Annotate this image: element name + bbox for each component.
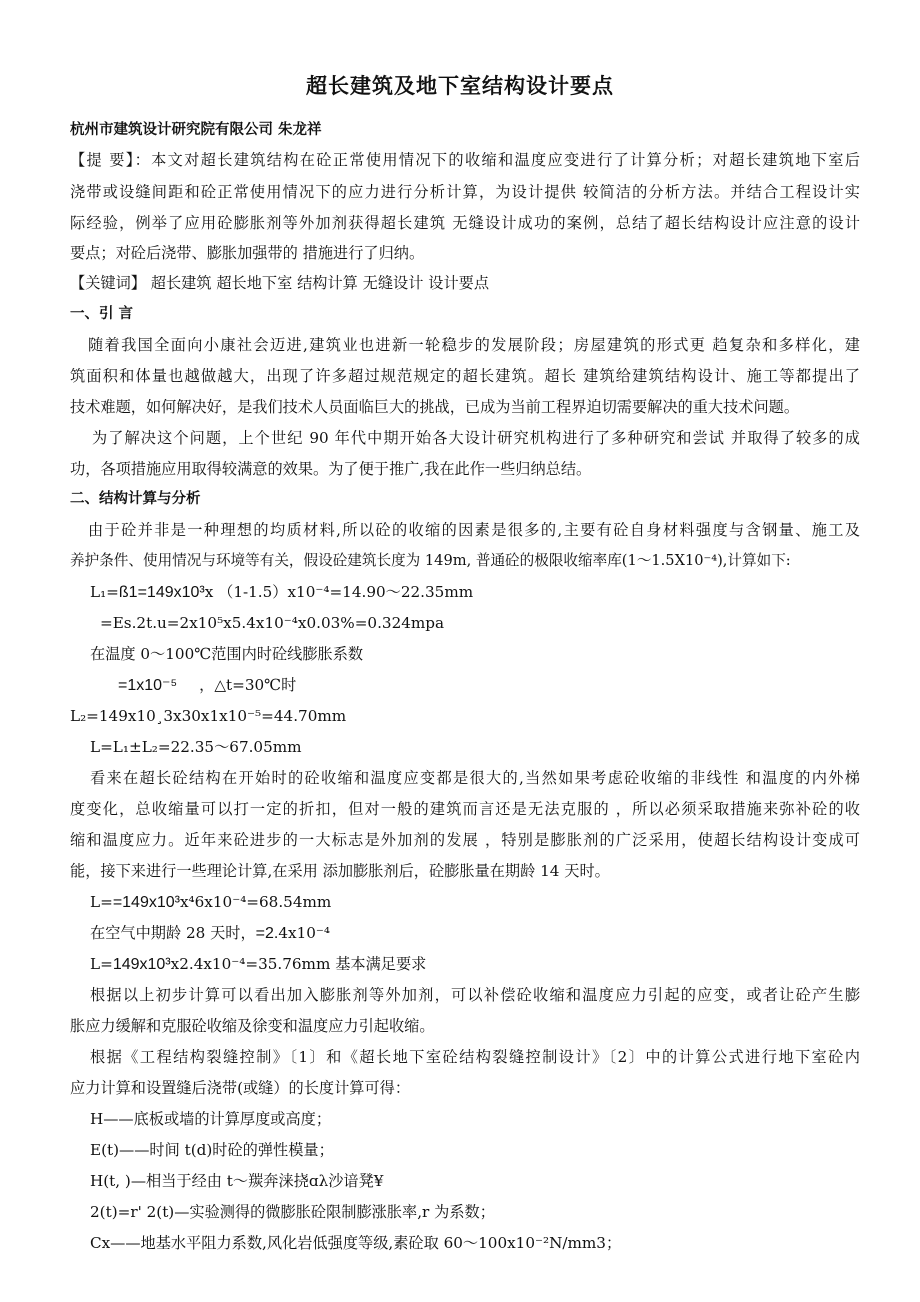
abstract-line: 浇带或设缝间距和砼正常使用情况下的应力进行分析计算，为设计提供 较简洁的分析方法。并结合工程设计实 [70,183,860,201]
formula-line: L=L₁±L₂=22.35～67.05mm [90,738,302,756]
paragraph-line: 随着我国全面向小康社会迈进,建筑业也进新一轮稳步的发展阶段；房屋建筑的形式更 趋复杂和多样化，建 [88,336,860,354]
formula-text: =149x10³ [112,894,180,911]
formula-line [90,954,880,975]
paragraph-line: 根据《工程结构裂缝控制》〔1〕和《超长地下室砼结构裂缝控制设计》〔2〕中的计算公式进行地下室砼内 [90,1048,860,1066]
paragraph-line: 功，各项措施应用取得较满意的效果。为了便于推广,我在此作一些归纳总结。 [70,460,592,478]
formula-text: 在空气中期龄 28 天时， [90,924,256,942]
formula-line: =Es.2t.u=2x10⁵x5.4x10⁻⁴x0.03%=0.324mpa [100,614,445,632]
abstract-line: 【提 要】：本文对超长建筑结构在砼正常使用情况下的收缩和温度应变进行了计算分析；对超长建筑地下室后 [70,151,860,169]
author-line: 杭州市建筑设计研究院有限公司 朱龙祥 [70,122,322,138]
formula-text: =1x10⁻⁵ [118,677,178,694]
formula-line [90,892,880,913]
abstract-line: 要点；对砼后浇带、膨胀加强带的 措施进行了归纳。 [70,244,425,262]
definition-line: H——底板或墙的计算厚度或高度； [90,1110,332,1128]
paragraph-line: 由于砼并非是一种理想的均质材料,所以砼的收缩的因素是很多的,主要有砼自身材料强度与含钢量、施工及 [88,521,860,539]
formula-text: =2. [255,925,279,942]
definition-line: H(t, )—相当于经由 t～羰奔涞挠ɑλ沙谙凳¥ [90,1172,384,1190]
paragraph-line: 技术难题，如何解决好，是我们技术人员面临巨大的挑战，已成为当前工程界迫切需要解决的重大技术问题。 [70,398,799,416]
definition-line: 2(t)=r' 2(t)—实验测得的微膨胀砼限制膨涨胀率,r 为系数； [90,1203,495,1221]
formula-text: 149x10³ [112,956,171,973]
formula-text: L₁= [90,583,119,601]
formula-line [118,675,908,696]
paragraph-line: 为了解决这个问题，上个世纪 90 年代中期开始各大设计研究机构进行了多种研究和尝试 并取得了较多的成 [92,429,860,447]
formula-text: ，△t=30℃时 [199,676,297,694]
section-heading: 一、引 言 [70,306,134,322]
formula-text: x2.4x10⁻⁴=35.76mm 基本满足要求 [170,955,427,973]
definition-line: Cx——地基水平阻力系数,风化岩低强度等级,素砼取 60～100x10⁻²N/mm3； [90,1234,622,1252]
paragraph-line: 筑面积和体量也越做越大，出现了许多超过规范规定的超长建筑。超长 建筑给建筑结构设计、施工等都提出了 [70,367,860,385]
definition-line: E(t)——时间 t(d)时砼的弹性模量； [90,1141,334,1159]
paragraph-line: 能，接下来进行一些理论计算,在采用 添加膨胀剂后，砼膨胀量在期龄 14 天时。 [70,862,610,880]
section-heading: 二、结构计算与分析 [70,491,201,507]
formula-text: L= [90,893,113,911]
formula-text: L= [90,955,113,973]
formula-text: x⁴6x10⁻⁴=68.54mm [179,893,332,911]
formula-line [90,582,880,603]
abstract-line: 际经验，例举了应用砼膨胀剂等外加剂获得超长建筑 无缝设计成功的案例，总结了超长结构设计应注意的设计 [70,214,860,232]
paragraph-line: 缩和温度应力。近年来砼进步的一大标志是外加剂的发展 ，特别是膨胀剂的广泛采用，使超长结构设计变成可 [70,831,860,849]
paragraph-line: 度变化，总收缩量可以打一定的折扣，但对一般的建筑而言还是无法克服的 ，所以必须采取措施来弥补砼的收 [70,800,860,818]
paragraph-line: 胀应力缓解和克服砼收缩及徐变和温度应力引起收缩。 [70,1017,435,1035]
formula-text: x （1-1.5）x10⁻⁴=14.90～22.35mm [204,583,474,601]
paragraph-line: 应力计算和设置缝后浇带(或缝）的长度计算可得： [70,1079,411,1097]
keywords-line: 【关键词】 超长建筑 超长地下室 结构计算 无缝设计 设计要点 [70,274,490,292]
paragraph-line: 根据以上初步计算可以看出加入膨胀剂等外加剂，可以补偿砼收缩和温度应力引起的应变，或者让砼产生膨 [90,986,860,1004]
paragraph-line: 看来在超长砼结构在开始时的砼收缩和温度应变都是很大的,当然如果考虑砼收缩的非线性 和温度的内外梯 [90,769,860,787]
formula-text: ß1=149x10³ [118,584,205,601]
formula-line [90,923,880,944]
document-title: 超长建筑及地下室结构设计要点 [306,74,614,98]
formula-line: L₂=149x10¸3x30x1x10⁻⁵=44.70mm [70,707,347,725]
paragraph-line: 养护条件、使用情况与环境等有关，假设砼建筑长度为 149m, 普通砼的极限收缩率库(1～1.5X10⁻⁴),计算如下: [70,552,791,569]
formula-line: 在温度 0～100℃范围内时砼线膨胀系数 [90,645,364,663]
formula-text: 4x10⁻⁴ [278,924,331,942]
